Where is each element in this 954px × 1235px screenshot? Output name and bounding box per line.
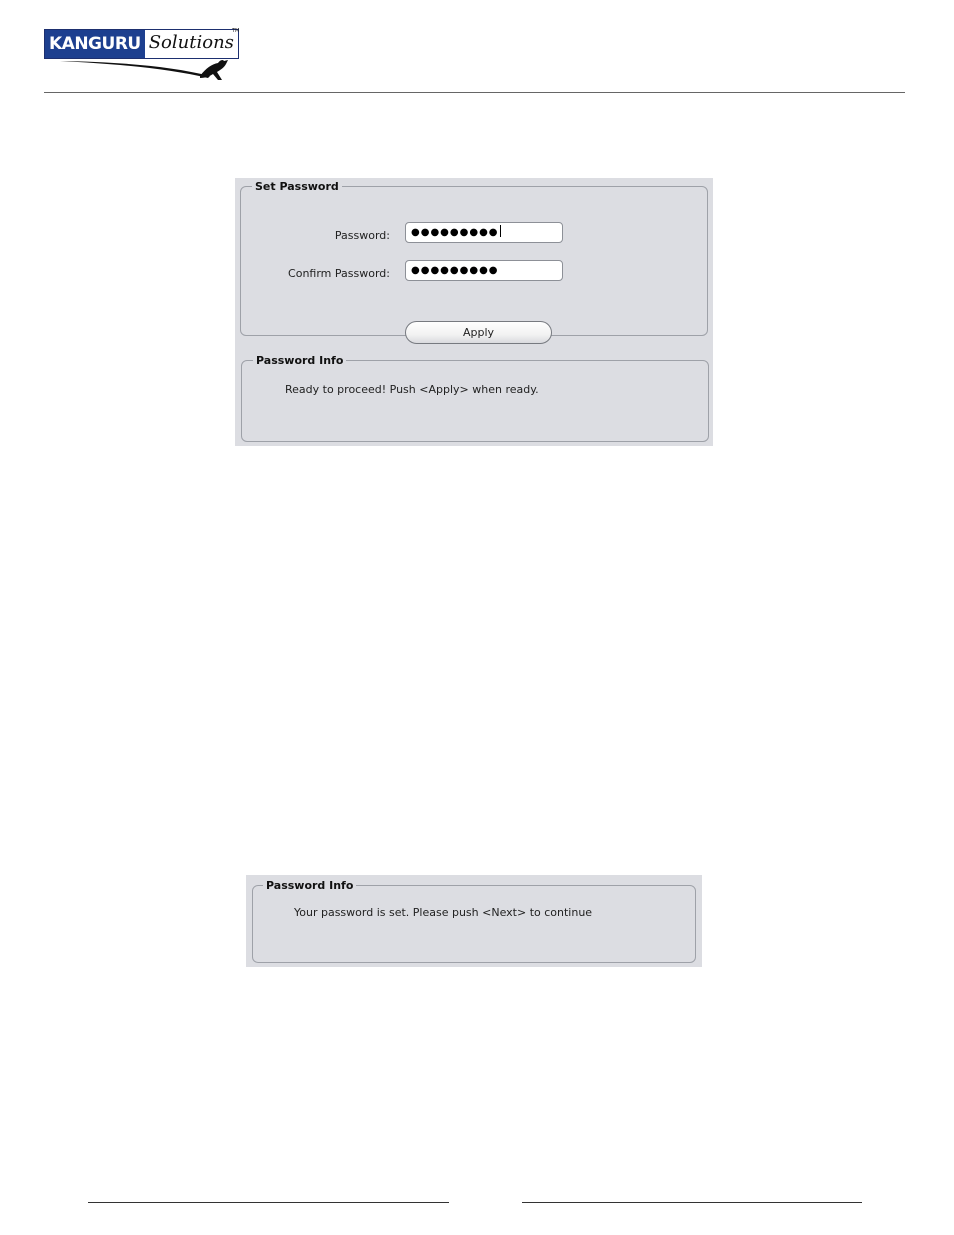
kangaroo-logo-icon (60, 58, 232, 82)
set-password-dialog (235, 178, 713, 446)
password-field-value: ●●●●●●●●● (411, 227, 499, 238)
set-password-group-title: Set Password (252, 180, 342, 194)
password-info-set-group (252, 885, 696, 963)
confirm-password-field[interactable] (405, 260, 563, 281)
logo-kanguru-text: KANGURU (45, 30, 145, 58)
password-field[interactable] (405, 222, 563, 243)
footer-divider-right (522, 1202, 862, 1203)
password-info-group (241, 360, 709, 442)
password-info-group-title: Password Info (253, 354, 346, 368)
kanguru-solutions-logo (44, 28, 240, 84)
password-info-set-group-title: Password Info (263, 879, 356, 893)
logo-solutions-text: Solutions (145, 30, 238, 58)
password-label: Password: (334, 229, 390, 242)
text-caret (500, 225, 501, 237)
logo-wordmark (44, 29, 239, 59)
logo-trademark: TM (232, 28, 240, 34)
password-info-message: Ready to proceed! Push <Apply> when ready. (285, 383, 539, 396)
header-divider (44, 92, 905, 93)
apply-button[interactable]: Apply (405, 321, 552, 344)
password-set-message: Your password is set. Please push <Next> to continue (294, 906, 593, 919)
footer-divider-left (88, 1202, 449, 1203)
confirm-password-label: Confirm Password: (288, 267, 390, 280)
password-info-dialog (246, 875, 702, 967)
confirm-password-field-value: ●●●●●●●●● (411, 265, 499, 276)
